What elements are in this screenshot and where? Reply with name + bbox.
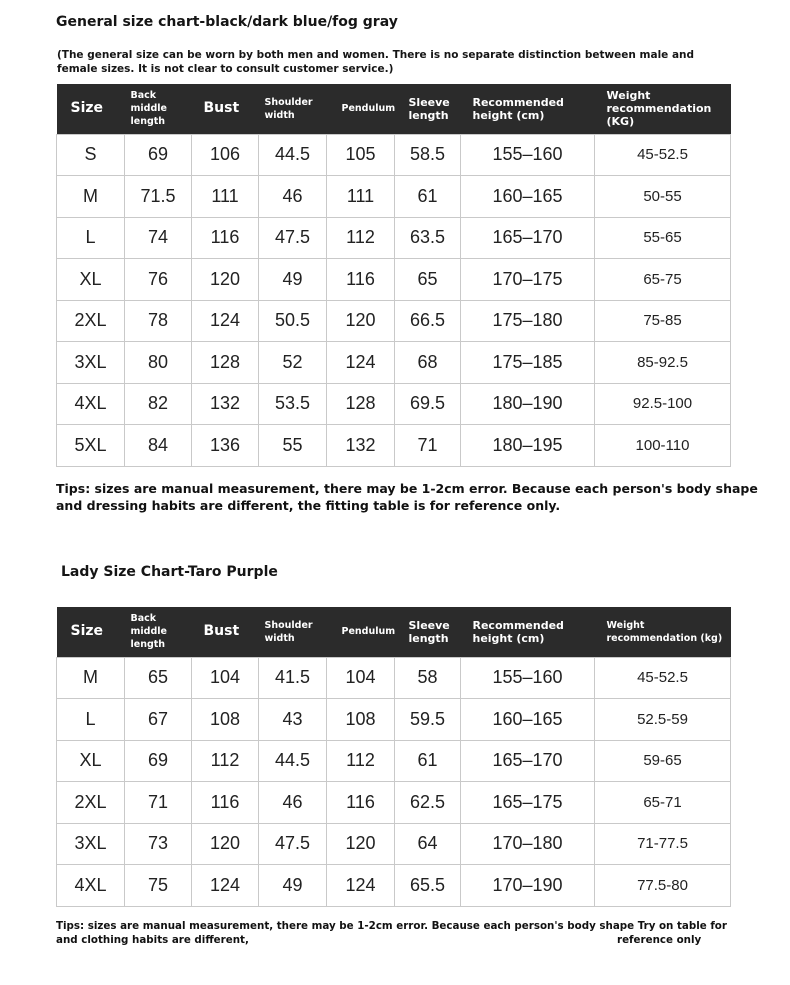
header-shoulder-width: Shoulder width: [259, 84, 327, 134]
table-row: [57, 176, 731, 218]
cell-sleeve-length: 65.5: [395, 865, 461, 907]
general-note-line1: (The general size can be worn by both men and women. There is no separate distinction between male and: [57, 49, 695, 61]
cell-bust: 106: [192, 134, 259, 176]
header-bust: Bust: [192, 607, 259, 657]
cell-back-middle-length: 82: [125, 383, 192, 425]
table-row: [57, 259, 731, 301]
lady-tip-line1: Tips: sizes are manual measurement, there may be 1-2cm error. Because each person's body shape Try on table for: [56, 920, 727, 932]
table-row: [57, 425, 731, 467]
cell-weight-recommendation: 75-85: [595, 300, 731, 342]
cell-sleeve-length: 64: [395, 823, 461, 865]
cell-sleeve-length: 69.5: [395, 383, 461, 425]
cell-back-middle-length: 78: [125, 300, 192, 342]
cell-bust: 124: [192, 300, 259, 342]
cell-shoulder-width: 55: [259, 425, 327, 467]
cell-back-middle-length: 80: [125, 342, 192, 384]
cell-size: L: [57, 217, 125, 259]
cell-recommended-height: 160–165: [461, 176, 595, 218]
cell-bust: 132: [192, 383, 259, 425]
cell-size: 4XL: [57, 865, 125, 907]
cell-weight-recommendation: 65-75: [595, 259, 731, 301]
header-recommended-height: Recommended height (cm): [461, 84, 595, 134]
cell-size: S: [57, 134, 125, 176]
cell-back-middle-length: 75: [125, 865, 192, 907]
table-row: [57, 383, 731, 425]
header-recommended-height: Recommended height (cm): [461, 607, 595, 657]
header-pendulum: Pendulum: [327, 84, 395, 134]
cell-back-middle-length: 67: [125, 699, 192, 741]
cell-sleeve-length: 61: [395, 176, 461, 218]
table-row: [57, 657, 731, 699]
cell-bust: 120: [192, 259, 259, 301]
cell-bust: 128: [192, 342, 259, 384]
cell-pendulum: 128: [327, 383, 395, 425]
cell-size: 3XL: [57, 342, 125, 384]
cell-pendulum: 112: [327, 217, 395, 259]
header-sleeve-length: Sleeve length: [395, 607, 461, 657]
cell-shoulder-width: 53.5: [259, 383, 327, 425]
cell-recommended-height: 165–175: [461, 782, 595, 824]
cell-weight-recommendation: 92.5-100: [595, 383, 731, 425]
cell-shoulder-width: 46: [259, 176, 327, 218]
cell-recommended-height: 170–190: [461, 865, 595, 907]
table-row: [57, 342, 731, 384]
cell-shoulder-width: 49: [259, 865, 327, 907]
cell-size: 5XL: [57, 425, 125, 467]
header-back-middle-length: Back middle length: [125, 84, 192, 134]
lady-chart-title: Lady Size Chart-Taro Purple: [61, 564, 278, 580]
cell-weight-recommendation: 52.5-59: [595, 699, 731, 741]
cell-weight-recommendation: 55-65: [595, 217, 731, 259]
cell-pendulum: 124: [327, 865, 395, 907]
cell-bust: 120: [192, 823, 259, 865]
cell-size: XL: [57, 259, 125, 301]
cell-bust: 124: [192, 865, 259, 907]
table-row: [57, 823, 731, 865]
table-row: [57, 782, 731, 824]
header-size: Size: [57, 607, 125, 657]
cell-back-middle-length: 71.5: [125, 176, 192, 218]
header-sleeve-length: Sleeve length: [395, 84, 461, 134]
cell-pendulum: 108: [327, 699, 395, 741]
cell-size: M: [57, 176, 125, 218]
cell-bust: 112: [192, 740, 259, 782]
cell-weight-recommendation: 50-55: [595, 176, 731, 218]
general-note-line2: female sizes. It is not clear to consult customer service.): [57, 63, 394, 75]
cell-size: M: [57, 657, 125, 699]
cell-back-middle-length: 69: [125, 740, 192, 782]
cell-sleeve-length: 62.5: [395, 782, 461, 824]
header-bust: Bust: [192, 84, 259, 134]
cell-recommended-height: 165–170: [461, 740, 595, 782]
cell-recommended-height: 165–170: [461, 217, 595, 259]
header-shoulder-width: Shoulder width: [259, 607, 327, 657]
cell-sleeve-length: 68: [395, 342, 461, 384]
cell-pendulum: 105: [327, 134, 395, 176]
cell-shoulder-width: 50.5: [259, 300, 327, 342]
cell-sleeve-length: 66.5: [395, 300, 461, 342]
cell-shoulder-width: 47.5: [259, 217, 327, 259]
table-row: [57, 134, 731, 176]
cell-pendulum: 112: [327, 740, 395, 782]
cell-recommended-height: 175–180: [461, 300, 595, 342]
table-row: [57, 217, 731, 259]
lady-size-table: [56, 607, 731, 907]
general-tip-line1: Tips: sizes are manual measurement, there may be 1-2cm error. Because each person's body shape: [56, 481, 758, 496]
cell-weight-recommendation: 77.5-80: [595, 865, 731, 907]
cell-pendulum: 124: [327, 342, 395, 384]
cell-pendulum: 120: [327, 300, 395, 342]
cell-back-middle-length: 74: [125, 217, 192, 259]
cell-recommended-height: 160–165: [461, 699, 595, 741]
header-weight-recommendation: Weight recommendation (KG): [595, 84, 731, 134]
cell-sleeve-length: 58.5: [395, 134, 461, 176]
cell-pendulum: 120: [327, 823, 395, 865]
cell-recommended-height: 155–160: [461, 657, 595, 699]
cell-back-middle-length: 84: [125, 425, 192, 467]
cell-back-middle-length: 71: [125, 782, 192, 824]
cell-back-middle-length: 76: [125, 259, 192, 301]
table-row: [57, 865, 731, 907]
cell-size: 3XL: [57, 823, 125, 865]
cell-weight-recommendation: 45-52.5: [595, 657, 731, 699]
cell-recommended-height: 170–175: [461, 259, 595, 301]
general-tip-line2: and dressing habits are different, the fitting table is for reference only.: [56, 498, 561, 513]
cell-shoulder-width: 46: [259, 782, 327, 824]
header-back-middle-length: Back middle length: [125, 607, 192, 657]
cell-sleeve-length: 59.5: [395, 699, 461, 741]
cell-size: 2XL: [57, 782, 125, 824]
cell-shoulder-width: 52: [259, 342, 327, 384]
cell-bust: 108: [192, 699, 259, 741]
cell-bust: 116: [192, 782, 259, 824]
cell-recommended-height: 175–185: [461, 342, 595, 384]
cell-bust: 136: [192, 425, 259, 467]
cell-weight-recommendation: 100-110: [595, 425, 731, 467]
cell-pendulum: 116: [327, 259, 395, 301]
cell-sleeve-length: 58: [395, 657, 461, 699]
cell-weight-recommendation: 59-65: [595, 740, 731, 782]
cell-size: 2XL: [57, 300, 125, 342]
lady-tip-line2b: reference only: [617, 934, 702, 946]
cell-pendulum: 111: [327, 176, 395, 218]
cell-bust: 111: [192, 176, 259, 218]
cell-back-middle-length: 69: [125, 134, 192, 176]
cell-recommended-height: 180–190: [461, 383, 595, 425]
cell-size: 4XL: [57, 383, 125, 425]
cell-pendulum: 104: [327, 657, 395, 699]
cell-back-middle-length: 65: [125, 657, 192, 699]
cell-size: XL: [57, 740, 125, 782]
cell-shoulder-width: 43: [259, 699, 327, 741]
table-row: [57, 699, 731, 741]
cell-sleeve-length: 65: [395, 259, 461, 301]
cell-bust: 116: [192, 217, 259, 259]
cell-size: L: [57, 699, 125, 741]
cell-pendulum: 116: [327, 782, 395, 824]
cell-shoulder-width: 44.5: [259, 740, 327, 782]
cell-sleeve-length: 71: [395, 425, 461, 467]
cell-recommended-height: 155–160: [461, 134, 595, 176]
cell-recommended-height: 180–195: [461, 425, 595, 467]
table-row: [57, 740, 731, 782]
general-chart-title: General size chart-black/dark blue/fog gray: [56, 14, 398, 30]
cell-sleeve-length: 63.5: [395, 217, 461, 259]
cell-pendulum: 132: [327, 425, 395, 467]
cell-sleeve-length: 61: [395, 740, 461, 782]
cell-bust: 104: [192, 657, 259, 699]
table-header-row: [57, 84, 731, 134]
header-pendulum: Pendulum: [327, 607, 395, 657]
header-size: Size: [57, 84, 125, 134]
cell-weight-recommendation: 85-92.5: [595, 342, 731, 384]
table-header-row: [57, 607, 731, 657]
cell-weight-recommendation: 45-52.5: [595, 134, 731, 176]
cell-shoulder-width: 44.5: [259, 134, 327, 176]
lady-tip-line2a: and clothing habits are different,: [56, 934, 249, 946]
cell-shoulder-width: 47.5: [259, 823, 327, 865]
table-row: [57, 300, 731, 342]
cell-shoulder-width: 41.5: [259, 657, 327, 699]
cell-recommended-height: 170–180: [461, 823, 595, 865]
cell-back-middle-length: 73: [125, 823, 192, 865]
general-size-table: [56, 84, 731, 467]
cell-weight-recommendation: 65-71: [595, 782, 731, 824]
header-weight-recommendation: Weight recommendation (kg): [595, 607, 731, 657]
cell-weight-recommendation: 71-77.5: [595, 823, 731, 865]
cell-shoulder-width: 49: [259, 259, 327, 301]
